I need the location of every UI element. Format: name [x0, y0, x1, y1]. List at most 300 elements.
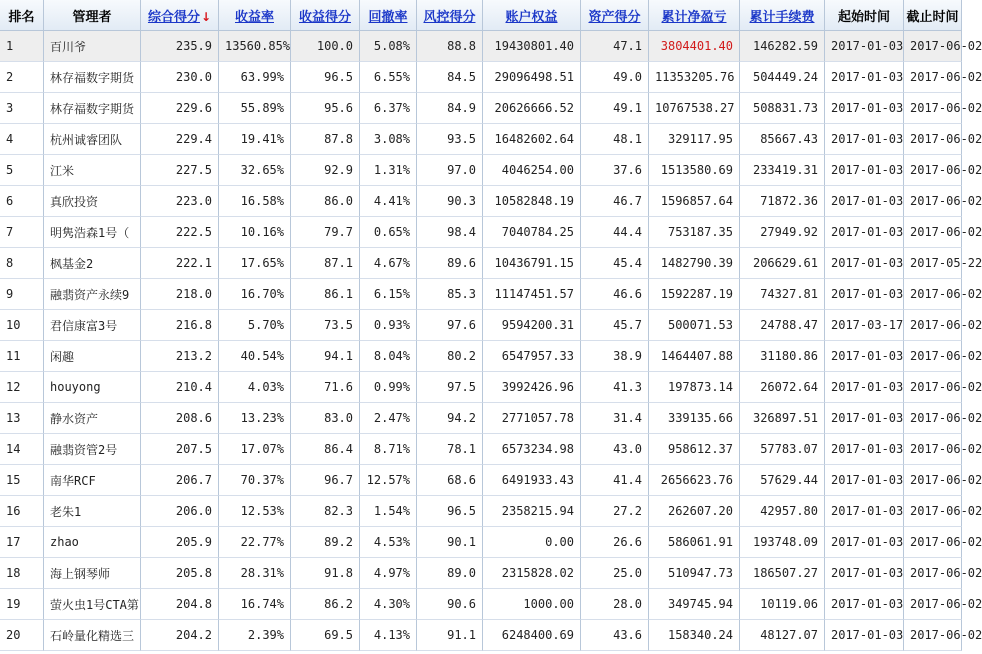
column-header-drawdown[interactable] [360, 0, 417, 31]
cell-start: 2017-01-03 [825, 62, 904, 93]
cell-composite: 216.8 [141, 310, 219, 341]
cell-return-rate: 17.07% [219, 434, 291, 465]
cell-risk-score: 89.6 [417, 248, 483, 279]
cell-end: 2017-06-02 [904, 558, 962, 589]
cell-asset-score: 37.6 [581, 155, 649, 186]
cell-drawdown: 4.53% [360, 527, 417, 558]
column-header-label[interactable]: 收益得分 [298, 9, 351, 25]
cell-fees: 504449.24 [740, 62, 825, 93]
cell-return-score: 92.9 [291, 155, 360, 186]
column-header-fees[interactable] [740, 0, 825, 31]
cell-net-pnl: 1464407.88 [649, 341, 740, 372]
cell-drawdown: 4.13% [360, 620, 417, 651]
cell-end: 2017-06-02 [904, 496, 962, 527]
cell-manager: 杭州诚睿团队 [44, 124, 141, 155]
cell-return-rate: 16.58% [219, 186, 291, 217]
cell-rank: 18 [0, 558, 44, 589]
cell-composite: 208.6 [141, 403, 219, 434]
cell-rank: 17 [0, 527, 44, 558]
cell-fees: 57629.44 [740, 465, 825, 496]
cell-composite: 204.8 [141, 589, 219, 620]
column-header-equity[interactable] [483, 0, 581, 31]
cell-manager: 海上钢琴师 [44, 558, 141, 589]
cell-return-rate: 19.41% [219, 124, 291, 155]
column-header-label: 排名 [8, 9, 35, 25]
cell-net-pnl: 1482790.39 [649, 248, 740, 279]
cell-start: 2017-01-03 [825, 186, 904, 217]
cell-net-pnl: 3804401.40 [649, 31, 740, 62]
cell-end: 2017-06-02 [904, 155, 962, 186]
cell-net-pnl: 10767538.27 [649, 93, 740, 124]
cell-end: 2017-06-02 [904, 589, 962, 620]
table-row[interactable] [0, 186, 962, 217]
cell-return-rate: 17.65% [219, 248, 291, 279]
cell-drawdown: 4.97% [360, 558, 417, 589]
cell-asset-score: 25.0 [581, 558, 649, 589]
cell-end: 2017-06-02 [904, 403, 962, 434]
cell-manager: 南华RCF [44, 465, 141, 496]
cell-manager: 百川爷 [44, 31, 141, 62]
cell-rank: 14 [0, 434, 44, 465]
cell-composite: 205.9 [141, 527, 219, 558]
cell-fees: 31180.86 [740, 341, 825, 372]
cell-end: 2017-06-02 [904, 124, 962, 155]
cell-start: 2017-01-03 [825, 527, 904, 558]
cell-return-score: 94.1 [291, 341, 360, 372]
cell-manager: 石岭量化精选三 [44, 620, 141, 651]
table-row[interactable] [0, 465, 962, 496]
table-row[interactable] [0, 310, 962, 341]
cell-asset-score: 38.9 [581, 341, 649, 372]
cell-equity: 16482602.64 [483, 124, 581, 155]
column-header-start [825, 0, 904, 31]
table-row[interactable] [0, 589, 962, 620]
cell-risk-score: 91.1 [417, 620, 483, 651]
cell-end: 2017-06-02 [904, 527, 962, 558]
cell-start: 2017-01-03 [825, 217, 904, 248]
cell-return-rate: 28.31% [219, 558, 291, 589]
cell-net-pnl: 586061.91 [649, 527, 740, 558]
cell-risk-score: 93.5 [417, 124, 483, 155]
cell-equity: 0.00 [483, 527, 581, 558]
cell-fees: 233419.31 [740, 155, 825, 186]
cell-drawdown: 5.08% [360, 31, 417, 62]
cell-risk-score: 97.5 [417, 372, 483, 403]
cell-asset-score: 46.7 [581, 186, 649, 217]
cell-composite: 205.8 [141, 558, 219, 589]
table-row[interactable] [0, 527, 962, 558]
cell-net-pnl: 1513580.69 [649, 155, 740, 186]
cell-return-score: 86.0 [291, 186, 360, 217]
cell-net-pnl: 500071.53 [649, 310, 740, 341]
cell-start: 2017-01-03 [825, 341, 904, 372]
cell-composite: 206.7 [141, 465, 219, 496]
table-body [0, 31, 982, 651]
cell-fees: 193748.09 [740, 527, 825, 558]
cell-manager: 融翡资管2号 [44, 434, 141, 465]
cell-return-score: 96.7 [291, 465, 360, 496]
cell-return-score: 79.7 [291, 217, 360, 248]
cell-net-pnl: 158340.24 [649, 620, 740, 651]
table-row[interactable] [0, 620, 962, 651]
cell-rank: 12 [0, 372, 44, 403]
cell-fees: 326897.51 [740, 403, 825, 434]
cell-drawdown: 8.04% [360, 341, 417, 372]
cell-rank: 7 [0, 217, 44, 248]
cell-start: 2017-01-03 [825, 372, 904, 403]
cell-return-score: 89.2 [291, 527, 360, 558]
cell-risk-score: 80.2 [417, 341, 483, 372]
cell-net-pnl: 1596857.64 [649, 186, 740, 217]
table-row[interactable] [0, 31, 962, 62]
cell-fees: 186507.27 [740, 558, 825, 589]
cell-asset-score: 45.4 [581, 248, 649, 279]
cell-drawdown: 6.55% [360, 62, 417, 93]
cell-drawdown: 12.57% [360, 465, 417, 496]
cell-net-pnl: 958612.37 [649, 434, 740, 465]
column-header-label[interactable]: 资产得分 [588, 9, 641, 25]
column-header-label[interactable]: 账户权益 [505, 9, 558, 25]
cell-composite: 223.0 [141, 186, 219, 217]
cell-return-rate: 12.53% [219, 496, 291, 527]
column-header-risk-score[interactable] [417, 0, 483, 31]
cell-return-score: 86.1 [291, 279, 360, 310]
cell-composite: 210.4 [141, 372, 219, 403]
cell-end: 2017-06-02 [904, 310, 962, 341]
cell-start: 2017-01-03 [825, 403, 904, 434]
column-header-return-score[interactable] [291, 0, 360, 31]
cell-fees: 24788.47 [740, 310, 825, 341]
column-header-return-rate[interactable] [219, 0, 291, 31]
cell-rank: 16 [0, 496, 44, 527]
sort-desc-arrow-icon[interactable]: ↓ [200, 9, 212, 24]
cell-return-score: 87.8 [291, 124, 360, 155]
cell-rank: 6 [0, 186, 44, 217]
cell-return-score: 69.5 [291, 620, 360, 651]
cell-manager: 君信康富3号 [44, 310, 141, 341]
cell-equity: 1000.00 [483, 589, 581, 620]
cell-manager: zhao [44, 527, 141, 558]
cell-fees: 27949.92 [740, 217, 825, 248]
cell-return-score: 83.0 [291, 403, 360, 434]
cell-end: 2017-06-02 [904, 186, 962, 217]
cell-drawdown: 1.54% [360, 496, 417, 527]
column-header-label[interactable]: 累计净盈亏 [661, 9, 727, 25]
cell-fees: 48127.07 [740, 620, 825, 651]
cell-start: 2017-01-03 [825, 434, 904, 465]
cell-asset-score: 41.3 [581, 372, 649, 403]
cell-return-rate: 13.23% [219, 403, 291, 434]
cell-end: 2017-06-02 [904, 279, 962, 310]
cell-drawdown: 6.15% [360, 279, 417, 310]
column-header-label[interactable]: 回撤率 [368, 9, 408, 25]
table-header [0, 0, 962, 31]
cell-return-score: 86.4 [291, 434, 360, 465]
cell-end: 2017-06-02 [904, 93, 962, 124]
cell-risk-score: 90.6 [417, 589, 483, 620]
cell-manager: 明隽浩森1号（ [44, 217, 141, 248]
cell-end: 2017-06-02 [904, 217, 962, 248]
cell-rank: 4 [0, 124, 44, 155]
cell-equity: 6573234.98 [483, 434, 581, 465]
cell-asset-score: 45.7 [581, 310, 649, 341]
cell-asset-score: 49.0 [581, 62, 649, 93]
cell-asset-score: 27.2 [581, 496, 649, 527]
column-header-label[interactable]: 累计手续费 [749, 9, 815, 25]
table-row[interactable] [0, 341, 962, 372]
cell-rank: 19 [0, 589, 44, 620]
column-header-label[interactable]: 风控得分 [423, 9, 476, 25]
cell-drawdown: 4.30% [360, 589, 417, 620]
cell-net-pnl: 329117.95 [649, 124, 740, 155]
table-row[interactable] [0, 434, 962, 465]
cell-return-score: 95.6 [291, 93, 360, 124]
table-row[interactable] [0, 248, 962, 279]
cell-net-pnl: 339135.66 [649, 403, 740, 434]
cell-return-score: 73.5 [291, 310, 360, 341]
cell-start: 2017-01-03 [825, 124, 904, 155]
cell-rank: 8 [0, 248, 44, 279]
cell-asset-score: 47.1 [581, 31, 649, 62]
table-row[interactable] [0, 279, 962, 310]
cell-rank: 10 [0, 310, 44, 341]
cell-equity: 10436791.15 [483, 248, 581, 279]
cell-equity: 9594200.31 [483, 310, 581, 341]
table-row[interactable] [0, 124, 962, 155]
cell-rank: 1 [0, 31, 44, 62]
cell-drawdown: 4.41% [360, 186, 417, 217]
cell-start: 2017-03-17 [825, 310, 904, 341]
cell-asset-score: 48.1 [581, 124, 649, 155]
cell-rank: 15 [0, 465, 44, 496]
cell-net-pnl: 197873.14 [649, 372, 740, 403]
cell-equity: 19430801.40 [483, 31, 581, 62]
cell-equity: 20626666.52 [483, 93, 581, 124]
cell-end: 2017-06-02 [904, 434, 962, 465]
table-row[interactable] [0, 62, 962, 93]
cell-start: 2017-01-03 [825, 248, 904, 279]
table-row[interactable] [0, 155, 962, 186]
cell-risk-score: 68.6 [417, 465, 483, 496]
cell-manager: 江米 [44, 155, 141, 186]
cell-composite: 206.0 [141, 496, 219, 527]
cell-return-score: 87.1 [291, 248, 360, 279]
cell-return-score: 100.0 [291, 31, 360, 62]
cell-net-pnl: 2656623.76 [649, 465, 740, 496]
header-row [0, 0, 962, 31]
cell-end: 2017-05-22 [904, 248, 962, 279]
cell-rank: 5 [0, 155, 44, 186]
cell-return-rate: 40.54% [219, 341, 291, 372]
cell-equity: 6491933.43 [483, 465, 581, 496]
cell-return-rate: 22.77% [219, 527, 291, 558]
cell-return-score: 91.8 [291, 558, 360, 589]
cell-return-rate: 13560.85% [219, 31, 291, 62]
cell-asset-score: 44.4 [581, 217, 649, 248]
column-header-label: 截止时间 [906, 9, 959, 25]
column-header-manager [44, 0, 141, 31]
table-row[interactable] [0, 496, 962, 527]
cell-risk-score: 96.5 [417, 496, 483, 527]
cell-return-score: 96.5 [291, 62, 360, 93]
cell-composite: 213.2 [141, 341, 219, 372]
cell-risk-score: 78.1 [417, 434, 483, 465]
cell-risk-score: 97.0 [417, 155, 483, 186]
column-header-end [904, 0, 962, 31]
column-header-net-pnl[interactable] [649, 0, 740, 31]
cell-asset-score: 41.4 [581, 465, 649, 496]
cell-risk-score: 97.6 [417, 310, 483, 341]
cell-asset-score: 46.6 [581, 279, 649, 310]
cell-end: 2017-06-02 [904, 372, 962, 403]
cell-composite: 227.5 [141, 155, 219, 186]
cell-fees: 71872.36 [740, 186, 825, 217]
cell-rank: 13 [0, 403, 44, 434]
cell-drawdown: 0.65% [360, 217, 417, 248]
cell-composite: 222.1 [141, 248, 219, 279]
cell-equity: 4046254.00 [483, 155, 581, 186]
cell-return-rate: 63.99% [219, 62, 291, 93]
cell-return-score: 71.6 [291, 372, 360, 403]
cell-start: 2017-01-03 [825, 620, 904, 651]
table-row[interactable] [0, 372, 962, 403]
cell-asset-score: 43.0 [581, 434, 649, 465]
column-header-label: 管理者 [72, 9, 112, 25]
column-header-asset-score[interactable] [581, 0, 649, 31]
cell-rank: 20 [0, 620, 44, 651]
table-row[interactable] [0, 93, 962, 124]
cell-fees: 42957.80 [740, 496, 825, 527]
cell-risk-score: 85.3 [417, 279, 483, 310]
cell-composite: 207.5 [141, 434, 219, 465]
cell-fees: 508831.73 [740, 93, 825, 124]
cell-risk-score: 84.9 [417, 93, 483, 124]
cell-return-rate: 4.03% [219, 372, 291, 403]
cell-return-rate: 70.37% [219, 465, 291, 496]
cell-composite: 229.4 [141, 124, 219, 155]
cell-risk-score: 88.8 [417, 31, 483, 62]
cell-start: 2017-01-03 [825, 465, 904, 496]
cell-risk-score: 90.3 [417, 186, 483, 217]
cell-drawdown: 3.08% [360, 124, 417, 155]
cell-equity: 2771057.78 [483, 403, 581, 434]
cell-equity: 7040784.25 [483, 217, 581, 248]
cell-return-rate: 16.70% [219, 279, 291, 310]
cell-end: 2017-06-02 [904, 465, 962, 496]
cell-end: 2017-06-02 [904, 620, 962, 651]
cell-asset-score: 26.6 [581, 527, 649, 558]
cell-return-rate: 2.39% [219, 620, 291, 651]
cell-fees: 74327.81 [740, 279, 825, 310]
cell-net-pnl: 262607.20 [649, 496, 740, 527]
cell-manager: 静水资产 [44, 403, 141, 434]
cell-return-rate: 55.89% [219, 93, 291, 124]
cell-fees: 57783.07 [740, 434, 825, 465]
cell-start: 2017-01-03 [825, 496, 904, 527]
cell-fees: 146282.59 [740, 31, 825, 62]
cell-equity: 2315828.02 [483, 558, 581, 589]
cell-equity: 29096498.51 [483, 62, 581, 93]
column-header-label: 起始时间 [837, 9, 890, 25]
cell-manager: 枫基金2 [44, 248, 141, 279]
cell-net-pnl: 11353205.76 [649, 62, 740, 93]
column-header-composite[interactable] [141, 0, 219, 31]
cell-fees: 85667.43 [740, 124, 825, 155]
cell-composite: 204.2 [141, 620, 219, 651]
cell-drawdown: 8.71% [360, 434, 417, 465]
cell-equity: 6248400.69 [483, 620, 581, 651]
cell-manager: 老朱1 [44, 496, 141, 527]
cell-rank: 9 [0, 279, 44, 310]
cell-asset-score: 31.4 [581, 403, 649, 434]
table-row[interactable] [0, 403, 962, 434]
cell-drawdown: 0.93% [360, 310, 417, 341]
cell-composite: 235.9 [141, 31, 219, 62]
cell-return-rate: 16.74% [219, 589, 291, 620]
cell-drawdown: 0.99% [360, 372, 417, 403]
cell-asset-score: 49.1 [581, 93, 649, 124]
cell-rank: 11 [0, 341, 44, 372]
cell-end: 2017-06-02 [904, 62, 962, 93]
cell-equity: 2358215.94 [483, 496, 581, 527]
cell-return-score: 82.3 [291, 496, 360, 527]
cell-manager: 真欣投资 [44, 186, 141, 217]
cell-start: 2017-01-03 [825, 155, 904, 186]
column-header-rank [0, 0, 44, 31]
cell-drawdown: 6.37% [360, 93, 417, 124]
column-header-label[interactable]: 综合得分 [147, 9, 200, 25]
cell-start: 2017-01-03 [825, 279, 904, 310]
cell-net-pnl: 349745.94 [649, 589, 740, 620]
cell-manager: 林存福数字期货 [44, 93, 141, 124]
cell-start: 2017-01-03 [825, 31, 904, 62]
column-header-label[interactable]: 收益率 [234, 9, 274, 25]
cell-drawdown: 2.47% [360, 403, 417, 434]
cell-risk-score: 84.5 [417, 62, 483, 93]
cell-return-score: 86.2 [291, 589, 360, 620]
cell-risk-score: 89.0 [417, 558, 483, 589]
cell-risk-score: 98.4 [417, 217, 483, 248]
cell-drawdown: 1.31% [360, 155, 417, 186]
cell-return-rate: 5.70% [219, 310, 291, 341]
cell-manager: 融翡资产永续9 [44, 279, 141, 310]
cell-net-pnl: 1592287.19 [649, 279, 740, 310]
cell-net-pnl: 510947.73 [649, 558, 740, 589]
cell-end: 2017-06-02 [904, 31, 962, 62]
cell-equity: 11147451.57 [483, 279, 581, 310]
cell-return-rate: 10.16% [219, 217, 291, 248]
cell-net-pnl: 753187.35 [649, 217, 740, 248]
table-row[interactable] [0, 558, 962, 589]
cell-composite: 230.0 [141, 62, 219, 93]
cell-manager: 林存福数字期货 [44, 62, 141, 93]
cell-end: 2017-06-02 [904, 341, 962, 372]
cell-manager: 闲趣 [44, 341, 141, 372]
cell-rank: 2 [0, 62, 44, 93]
cell-manager: houyong [44, 372, 141, 403]
cell-risk-score: 90.1 [417, 527, 483, 558]
cell-fees: 10119.06 [740, 589, 825, 620]
cell-start: 2017-01-03 [825, 589, 904, 620]
table-row[interactable] [0, 217, 962, 248]
cell-manager: 萤火虫1号CTA第 [44, 589, 141, 620]
cell-start: 2017-01-03 [825, 93, 904, 124]
cell-return-rate: 32.65% [219, 155, 291, 186]
cell-fees: 206629.61 [740, 248, 825, 279]
cell-rank: 3 [0, 93, 44, 124]
cell-composite: 229.6 [141, 93, 219, 124]
cell-fees: 26072.64 [740, 372, 825, 403]
